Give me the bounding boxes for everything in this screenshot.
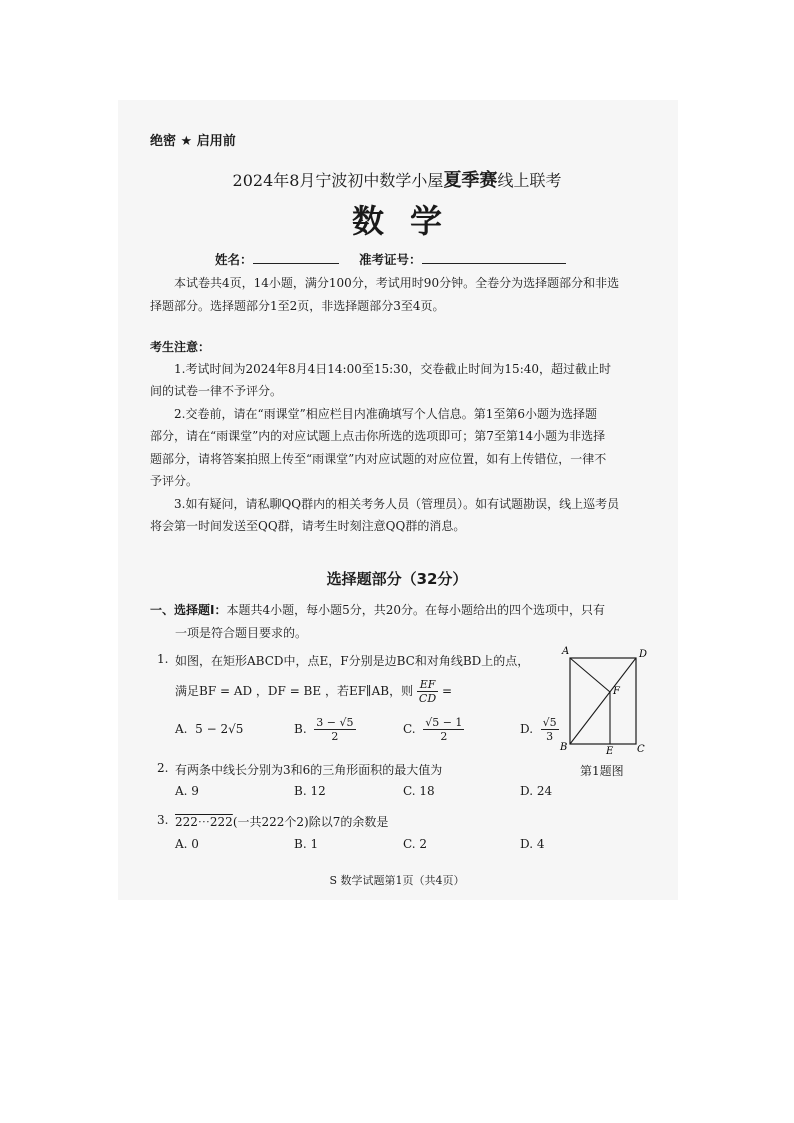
name-field — [215, 250, 339, 268]
notice-p2c: 题部分，请将答案拍照上传至“雨课堂”内对应试题的对应位置，如有上传错位，一律不 — [150, 452, 607, 466]
q2-number: 2. — [157, 761, 169, 775]
q1-ratio-fraction: $\frac{EF}{CD}$ — [418, 678, 437, 705]
q2-option-b[interactable]: B. 12 — [294, 784, 326, 798]
point-d-label: D — [639, 649, 648, 660]
q1-option-b[interactable]: B. $\frac{3 - √5}{2}$ — [294, 716, 354, 743]
exam-title-part-c: 线上联考 — [497, 171, 562, 190]
id-blank — [422, 251, 566, 264]
point-c-label: C — [637, 744, 645, 755]
q1-stem-2a: 满足BF = AD ，DF = BE ，若EF∥AB，则 — [175, 684, 414, 698]
notice-p2a: 2.交卷前，请在“雨课堂”相应栏目内准确填写个人信息。第1至第6小题为选择题 — [174, 407, 597, 421]
intro-line-2: 择题部分。选择题部分1至2页，非选择题部分3至4页。 — [150, 299, 445, 313]
q1-stem-1: 如图，在矩形ABCD中，点E，F分别是边BC和对角线BD上的点， — [175, 654, 530, 668]
q2-option-a[interactable]: A. 9 — [175, 784, 199, 798]
name-label: 姓名： — [215, 252, 253, 267]
point-e-label: E — [606, 746, 614, 757]
q1-figure-caption: 第1题图 — [580, 764, 624, 778]
q1-option-c[interactable]: C. $\frac{√5 - 1}{2}$ — [403, 716, 463, 743]
secret-label: 绝密 ★ 启用前 — [150, 134, 236, 149]
page-footer: S 数学试题第1页（共4页） — [329, 874, 465, 887]
notice-p3b: 将会第一时间发送至QQ群，请考生时刻注意QQ群的消息。 — [150, 519, 466, 533]
point-b-label: B — [560, 742, 568, 753]
notice-p2b: 部分，请在“雨课堂”内的对应试题上点击你所选的选项即可；第7至第14小题为非选择 — [150, 429, 606, 443]
part-desc-2: 一项是符合题目要求的。 — [175, 626, 308, 640]
q1-stem-2 — [175, 678, 452, 705]
q3-option-c[interactable]: C. 2 — [403, 837, 428, 851]
notice-p1b: 间的试卷一律不予评分。 — [150, 384, 283, 398]
part-header — [150, 599, 605, 622]
notice-p1a: 1.考试时间为2024年8月4日14:00至15:30，交卷截止时间为15:40，超过截止时 — [174, 362, 612, 376]
diagonal-bd — [570, 658, 636, 744]
subject-title: 数学 — [351, 202, 468, 240]
notice-title: 考生注意： — [150, 340, 211, 354]
exam-title-part-b: 夏季赛 — [443, 170, 498, 191]
exam-title — [0, 166, 794, 192]
q3-option-d[interactable]: D. 4 — [520, 837, 545, 851]
q3-stem-text: (一共222个2)除以7的余数是 — [232, 815, 389, 829]
q1-figure — [558, 642, 658, 758]
q3-number: 3. — [157, 813, 169, 827]
point-f-label: F — [613, 686, 620, 697]
q3-option-a[interactable]: A. 0 — [175, 837, 199, 851]
part-desc-1: 本题共4小题，每小题5分，共20分。在每小题给出的四个选项中，只有 — [226, 603, 606, 617]
q2-stem: 有两条中线长分别为3和6的三角形面积的最大值为 — [175, 763, 443, 777]
id-label: 准考证号： — [359, 252, 422, 267]
q3-stem — [175, 813, 388, 830]
q3-digits: 222⋯222 — [175, 815, 233, 829]
point-a-label: A — [562, 646, 570, 657]
q2-option-d[interactable]: D. 24 — [520, 784, 553, 798]
id-field — [359, 250, 566, 268]
part-label: 一、选择题Ⅰ： — [150, 603, 227, 617]
q1-number: 1. — [157, 652, 169, 666]
q1-option-a[interactable]: A. 5 − 2√5 — [175, 722, 244, 736]
exam-title-part-a: 2024年8月宁波初中数学小屋 — [232, 171, 444, 190]
name-blank — [253, 251, 339, 264]
q1-option-d[interactable]: D. $\frac{√5}{3}$ — [520, 716, 557, 743]
q3-option-b[interactable]: B. 1 — [294, 837, 319, 851]
q2-option-c[interactable]: C. 18 — [403, 784, 435, 798]
intro-line-1: 本试卷共4页，14小题，满分100分，考试用时90分钟。全卷分为选择题部分和非选 — [174, 276, 620, 290]
notice-p3a: 3.如有疑问，请私聊QQ群内的相关考务人员（管理员）。如有试题勘误，线上巡考员 — [174, 497, 620, 511]
section-title: 选择题部分（32分） — [326, 570, 468, 588]
segment-af — [570, 658, 610, 692]
q1-equals: = — [441, 684, 453, 698]
notice-p2d: 予评分。 — [150, 474, 199, 488]
